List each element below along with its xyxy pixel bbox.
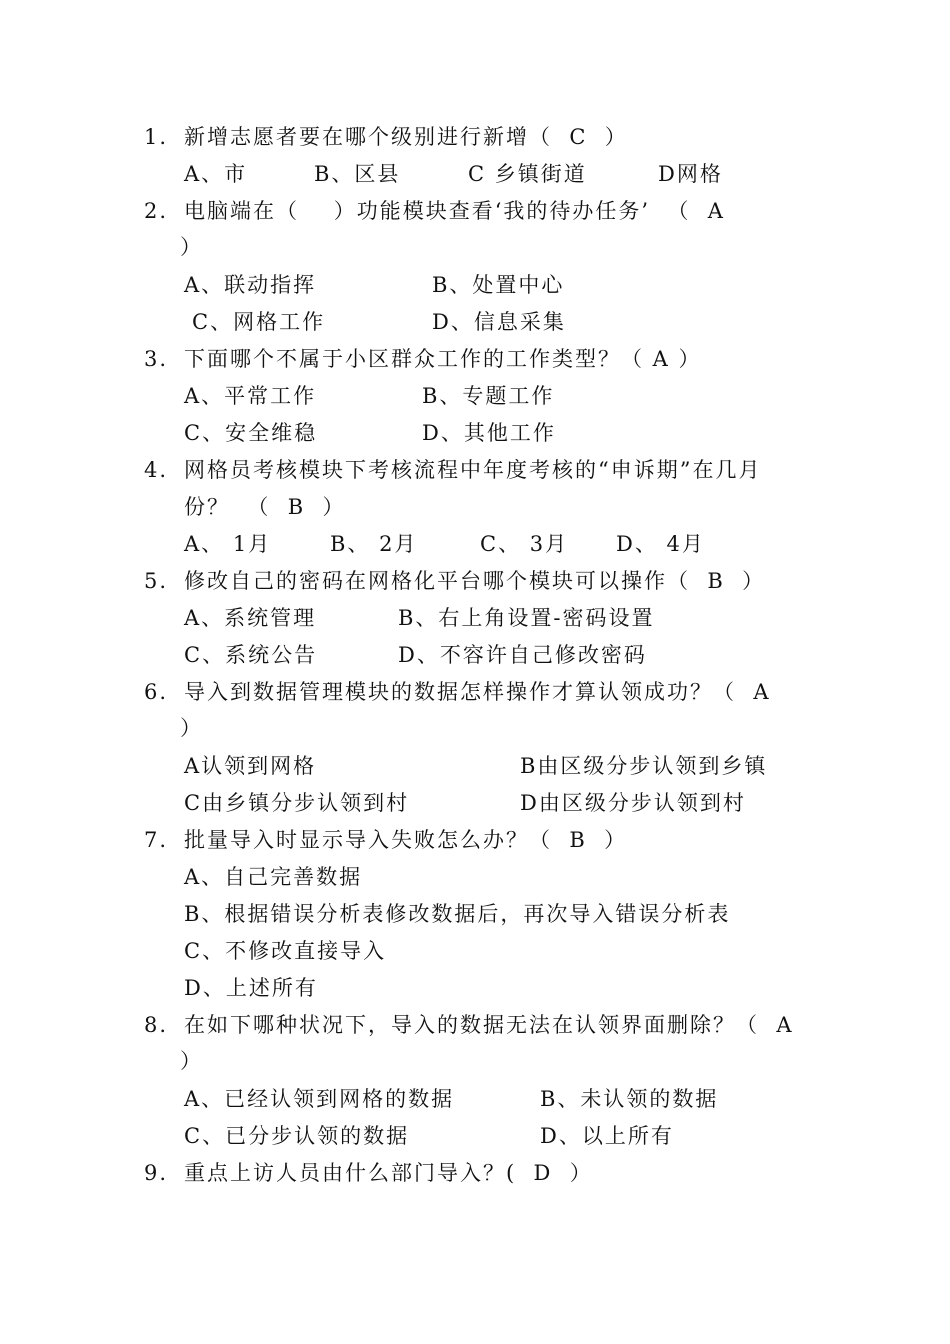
question-6-option-d: D由区级分步认领到村 bbox=[520, 791, 746, 815]
question-5-option-a: A、系统管理 bbox=[184, 606, 317, 630]
question-6-option-c: C由乡镇分步认领到村 bbox=[184, 791, 410, 815]
question-9-text: 重点上访人员由什么部门导入？( D ） bbox=[184, 1161, 593, 1185]
question-1-option-c: C 乡镇街道 bbox=[468, 162, 587, 186]
question-7-option-d: D、上述所有 bbox=[184, 976, 318, 1000]
question-8-option-d: D、以上所有 bbox=[540, 1124, 674, 1148]
question-8-option-c: C、已分步认领的数据 bbox=[184, 1124, 410, 1148]
question-7-option-b: B、根据错误分析表修改数据后，再次导入错误分析表 bbox=[184, 902, 731, 926]
question-2-number: 2. bbox=[144, 199, 169, 223]
question-3-option-c: C、安全维稳 bbox=[184, 421, 318, 445]
question-4-option-a: A、 1月 bbox=[184, 532, 272, 556]
question-5-option-c: C、系统公告 bbox=[184, 643, 318, 667]
question-1-text: 新增志愿者要在哪个级别进行新增（ C ） bbox=[184, 125, 628, 149]
question-6-text: 导入到数据管理模块的数据怎样操作才算认领成功？（ A bbox=[184, 680, 771, 704]
question-2-option-a: A、联动指挥 bbox=[184, 273, 317, 297]
question-3-number: 3. bbox=[144, 347, 169, 371]
question-2-text-wrap: ） bbox=[180, 235, 203, 259]
question-5-number: 5. bbox=[144, 569, 169, 593]
question-4-option-b: B、 2月 bbox=[330, 532, 418, 556]
question-7-number: 7. bbox=[144, 828, 169, 852]
question-1-number: 1. bbox=[144, 125, 169, 149]
question-2-option-c: C、网格工作 bbox=[192, 310, 326, 334]
question-4-text: 网格员考核模块下考核流程中年度考核的“申诉期”在几月 bbox=[184, 458, 762, 482]
question-9-number: 9. bbox=[144, 1161, 169, 1185]
question-8-option-b: B、未认领的数据 bbox=[540, 1087, 719, 1111]
question-2-option-d: D、信息采集 bbox=[432, 310, 566, 334]
question-5-option-d: D、不容许自己修改密码 bbox=[398, 643, 647, 667]
question-1-option-a: A、市 bbox=[184, 162, 248, 186]
question-3-option-a: A、平常工作 bbox=[184, 384, 317, 408]
question-6-number: 6. bbox=[144, 680, 169, 704]
question-7-option-a: A、自己完善数据 bbox=[184, 865, 363, 889]
question-8-text: 在如下哪种状况下，导入的数据无法在认领界面删除？（ A bbox=[184, 1013, 794, 1037]
question-7-text: 批量导入时显示导入失败怎么办？（ B ） bbox=[184, 828, 628, 852]
question-4-text-wrap: 份？ （ B ） bbox=[184, 495, 346, 519]
question-3-text: 下面哪个不属于小区群众工作的工作类型？（ A ） bbox=[184, 347, 702, 371]
question-7-option-c: C、不修改直接导入 bbox=[184, 939, 387, 963]
question-8-option-a: A、已经认领到网格的数据 bbox=[184, 1087, 455, 1111]
question-5-text: 修改自己的密码在网格化平台哪个模块可以操作（ B ） bbox=[184, 569, 766, 593]
question-5-option-b: B、右上角设置-密码设置 bbox=[398, 606, 655, 630]
question-4-number: 4. bbox=[144, 458, 169, 482]
question-4-option-d: D、 4月 bbox=[616, 532, 705, 556]
question-3-option-d: D、其他工作 bbox=[422, 421, 556, 445]
question-6-option-a: A认领到网格 bbox=[184, 754, 317, 778]
question-6-text-wrap: ） bbox=[180, 716, 203, 740]
question-2-text: 电脑端在（ ）功能模块查看‘我的待办任务’ （ A bbox=[184, 199, 725, 223]
question-1-option-d: D网格 bbox=[658, 162, 723, 186]
question-4-option-c: C、 3月 bbox=[480, 532, 569, 556]
question-8-number: 8. bbox=[144, 1013, 169, 1037]
question-6-option-b: B由区级分步认领到乡镇 bbox=[520, 754, 768, 778]
question-3-option-b: B、专题工作 bbox=[422, 384, 555, 408]
question-2-option-b: B、处置中心 bbox=[432, 273, 565, 297]
question-8-text-wrap: ） bbox=[180, 1049, 203, 1073]
question-1-option-b: B、区县 bbox=[314, 162, 401, 186]
